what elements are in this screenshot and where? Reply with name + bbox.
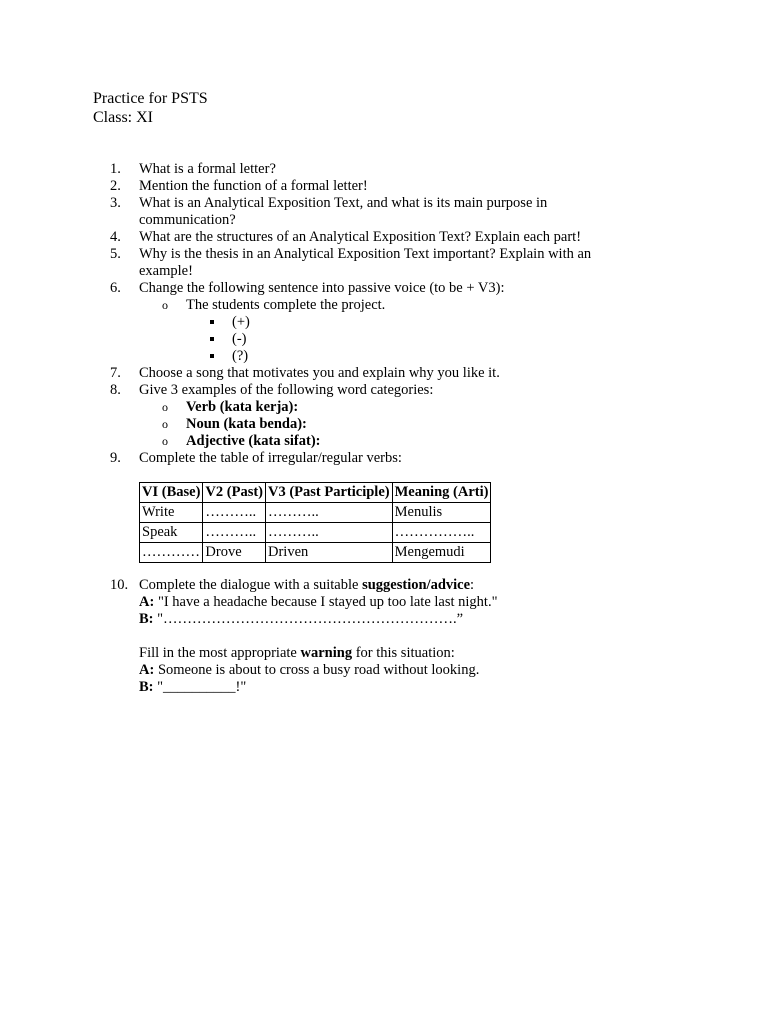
question-text: : xyxy=(470,577,475,593)
dialogue-line xyxy=(0,611,768,628)
class-label: Class: XI xyxy=(93,109,153,126)
table-header: V2 (Past) xyxy=(203,483,266,503)
question-item xyxy=(0,178,639,195)
table-row xyxy=(140,503,491,523)
table-cell: ……….. xyxy=(203,523,266,543)
speaker-label: A: xyxy=(139,662,155,678)
question-text: Mention the function of a formal letter! xyxy=(139,178,368,194)
question-text: What is a formal letter? xyxy=(139,161,276,177)
square-bullet-icon xyxy=(210,354,214,358)
question-item xyxy=(0,365,639,382)
question-text: What is an Analytical Exposition Text, and what is its main purpose in communication? xyxy=(139,195,548,228)
form-label: (+) xyxy=(232,314,250,330)
question-number: 2. xyxy=(110,178,121,194)
dialogue-text: "I have a headache because I stayed up too late last night." xyxy=(154,594,498,610)
instruction-text: Fill in the most appropriate xyxy=(139,645,301,661)
table-header: V3 (Past Participle) xyxy=(266,483,393,503)
question-item xyxy=(0,450,639,467)
sentence-text: The students complete the project. xyxy=(186,297,386,313)
table-cell: …………….. xyxy=(392,523,491,543)
question-number: 10. xyxy=(110,577,129,593)
table-row xyxy=(140,543,491,563)
dialogue-line xyxy=(0,662,768,679)
circle-bullet-icon: o xyxy=(162,400,168,414)
sub-item xyxy=(0,399,768,416)
table-cell: ………… xyxy=(140,543,203,563)
dialogue-text: "…………………………………………………….” xyxy=(153,611,464,627)
table-cell: ……….. xyxy=(266,523,393,543)
table-header: Meaning (Arti) xyxy=(392,483,491,503)
table-row xyxy=(140,523,491,543)
emphasis-text: warning xyxy=(300,645,353,661)
question-item xyxy=(0,382,639,399)
emphasis-text: suggestion/advice xyxy=(362,577,471,593)
question-item xyxy=(0,161,639,178)
table-cell: ……….. xyxy=(203,503,266,523)
sub-sub-item xyxy=(0,348,768,365)
circle-bullet-icon: o xyxy=(162,434,168,448)
question-text: Give 3 examples of the following word categories: xyxy=(139,382,434,398)
dialogue-line xyxy=(0,594,768,611)
table-header-row xyxy=(140,483,491,503)
category-label: Adjective (kata sifat): xyxy=(186,433,321,449)
question-number: 5. xyxy=(110,246,121,262)
speaker-label: A: xyxy=(139,594,155,610)
sub-item xyxy=(0,297,768,314)
square-bullet-icon xyxy=(210,320,214,324)
question-text: Complete the table of irregular/regular verbs: xyxy=(139,450,402,466)
question-text: Change the following sentence into passive voice (to be + V3): xyxy=(139,280,505,296)
question-item xyxy=(0,246,639,280)
instruction-text: for this situation: xyxy=(352,645,455,661)
category-label: Verb (kata kerja): xyxy=(186,399,299,415)
form-label: (-) xyxy=(232,331,247,347)
spacer xyxy=(0,628,768,645)
table-cell: Driven xyxy=(266,543,393,563)
question-item xyxy=(0,229,639,246)
page-title: Practice for PSTS xyxy=(93,90,208,107)
question-item xyxy=(0,577,699,594)
question-item xyxy=(0,195,639,229)
dialogue-text: Someone is about to cross a busy road without looking. xyxy=(154,662,480,678)
table-cell: Speak xyxy=(140,523,203,543)
table-cell: Menulis xyxy=(392,503,491,523)
question-text: Complete the dialogue with a suitable xyxy=(139,577,363,593)
sub-item xyxy=(0,433,768,450)
square-bullet-icon xyxy=(210,337,214,341)
table-cell: Write xyxy=(140,503,203,523)
sub-sub-item xyxy=(0,331,768,348)
question-10-section xyxy=(0,577,768,696)
form-label: (?) xyxy=(232,348,249,364)
table-cell: Mengemudi xyxy=(392,543,491,563)
table-cell: ……….. xyxy=(266,503,393,523)
question-text: Choose a song that motivates you and explain why you like it. xyxy=(139,365,500,381)
question-text: What are the structures of an Analytical Exposition Text? Explain each part! xyxy=(139,229,582,245)
speaker-label: B: xyxy=(139,611,154,627)
question-item xyxy=(0,280,639,297)
table-cell: Drove xyxy=(203,543,266,563)
verb-table xyxy=(139,482,491,563)
speaker-label: B: xyxy=(139,679,154,695)
question-list xyxy=(0,161,768,467)
question-number: 1. xyxy=(110,161,121,177)
circle-bullet-icon: o xyxy=(162,298,168,312)
table-header: VI (Base) xyxy=(140,483,203,503)
question-number: 4. xyxy=(110,229,121,245)
category-label: Noun (kata benda): xyxy=(186,416,307,432)
circle-bullet-icon: o xyxy=(162,417,168,431)
question-number: 3. xyxy=(110,195,121,211)
instruction-line xyxy=(0,645,768,662)
sub-item xyxy=(0,416,768,433)
question-number: 7. xyxy=(110,365,121,381)
question-text: Why is the thesis in an Analytical Exposition Text important? Explain with an example! xyxy=(139,246,592,279)
question-number: 8. xyxy=(110,382,121,398)
question-number: 9. xyxy=(110,450,121,466)
dialogue-line xyxy=(0,679,768,696)
question-number: 6. xyxy=(110,280,121,296)
dialogue-text: "__________!" xyxy=(153,679,247,695)
sub-sub-item xyxy=(0,314,768,331)
